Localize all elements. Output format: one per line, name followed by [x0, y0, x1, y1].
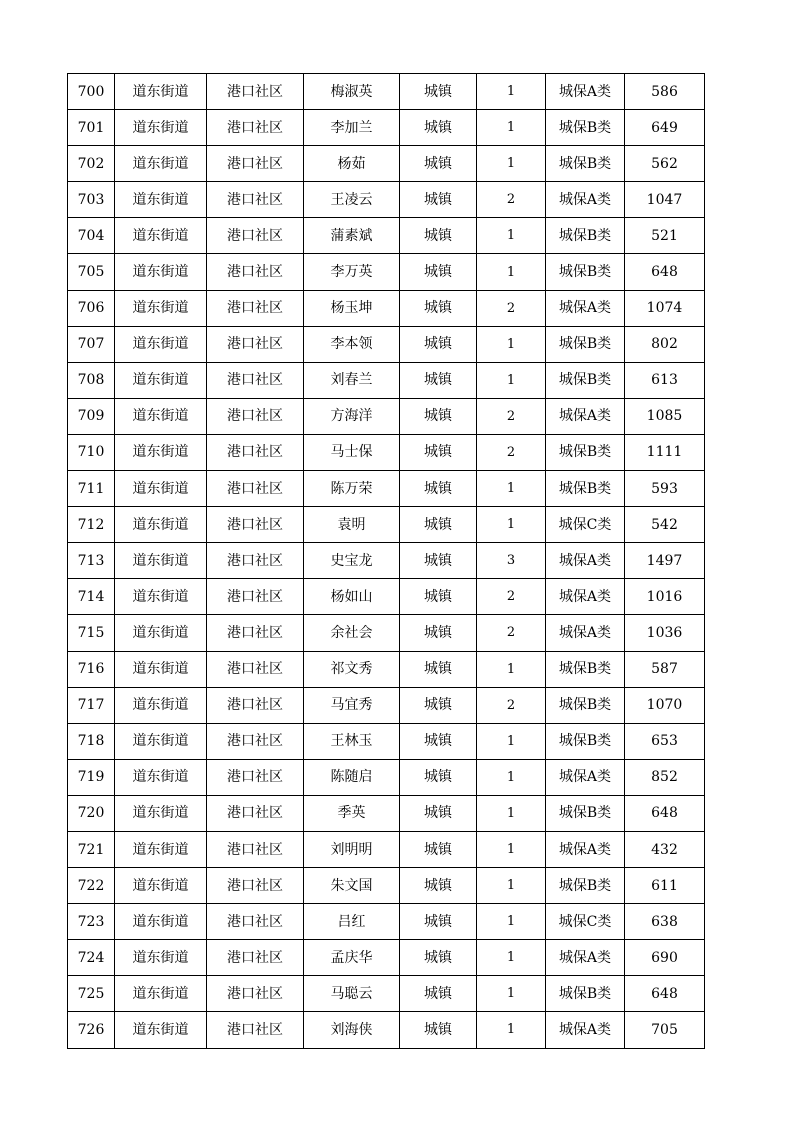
household-size-cell: 1 — [477, 759, 546, 795]
area-type-cell: 城镇 — [400, 182, 477, 218]
street-cell: 道东街道 — [115, 687, 207, 723]
table-row — [68, 182, 705, 218]
household-size-cell: 1 — [477, 904, 546, 940]
household-size-cell: 1 — [477, 831, 546, 867]
area-type-cell: 城镇 — [400, 110, 477, 146]
row-number-cell: 707 — [68, 326, 115, 362]
household-size-cell: 2 — [477, 615, 546, 651]
amount-cell: 653 — [625, 723, 705, 759]
amount-cell: 1074 — [625, 290, 705, 326]
community-cell: 港口社区 — [207, 218, 304, 254]
street-cell: 道东街道 — [115, 362, 207, 398]
street-cell: 道东街道 — [115, 110, 207, 146]
row-number-cell: 711 — [68, 471, 115, 507]
household-size-cell: 1 — [477, 218, 546, 254]
street-cell: 道东街道 — [115, 398, 207, 434]
name-cell: 李本领 — [304, 326, 400, 362]
table-row — [68, 218, 705, 254]
area-type-cell: 城镇 — [400, 218, 477, 254]
household-size-cell: 1 — [477, 940, 546, 976]
community-cell: 港口社区 — [207, 1012, 304, 1048]
amount-cell: 1036 — [625, 615, 705, 651]
row-number-cell: 700 — [68, 74, 115, 110]
table-row — [68, 759, 705, 795]
table-row — [68, 687, 705, 723]
name-cell: 孟庆华 — [304, 940, 400, 976]
table-row — [68, 146, 705, 182]
name-cell: 史宝龙 — [304, 543, 400, 579]
household-size-cell: 1 — [477, 651, 546, 687]
community-cell: 港口社区 — [207, 723, 304, 759]
table-row — [68, 651, 705, 687]
community-cell: 港口社区 — [207, 254, 304, 290]
community-cell: 港口社区 — [207, 795, 304, 831]
row-number-cell: 704 — [68, 218, 115, 254]
row-number-cell: 709 — [68, 398, 115, 434]
household-size-cell: 1 — [477, 254, 546, 290]
street-cell: 道东街道 — [115, 218, 207, 254]
table-row — [68, 471, 705, 507]
category-cell: 城保B类 — [546, 651, 625, 687]
table-row — [68, 579, 705, 615]
category-cell: 城保B类 — [546, 254, 625, 290]
category-cell: 城保B类 — [546, 687, 625, 723]
street-cell: 道东街道 — [115, 290, 207, 326]
category-cell: 城保B类 — [546, 110, 625, 146]
name-cell: 余社会 — [304, 615, 400, 651]
household-size-cell: 1 — [477, 110, 546, 146]
area-type-cell: 城镇 — [400, 687, 477, 723]
row-number-cell: 716 — [68, 651, 115, 687]
row-number-cell: 702 — [68, 146, 115, 182]
community-cell: 港口社区 — [207, 471, 304, 507]
row-number-cell: 705 — [68, 254, 115, 290]
row-number-cell: 713 — [68, 543, 115, 579]
name-cell: 梅淑英 — [304, 74, 400, 110]
household-size-cell: 1 — [477, 1012, 546, 1048]
community-cell: 港口社区 — [207, 759, 304, 795]
area-type-cell: 城镇 — [400, 795, 477, 831]
name-cell: 袁明 — [304, 507, 400, 543]
name-cell: 马士保 — [304, 434, 400, 470]
amount-cell: 1016 — [625, 579, 705, 615]
community-cell: 港口社区 — [207, 543, 304, 579]
row-number-cell: 722 — [68, 868, 115, 904]
street-cell: 道东街道 — [115, 434, 207, 470]
area-type-cell: 城镇 — [400, 976, 477, 1012]
community-cell: 港口社区 — [207, 362, 304, 398]
category-cell: 城保C类 — [546, 904, 625, 940]
area-type-cell: 城镇 — [400, 723, 477, 759]
table-row — [68, 290, 705, 326]
amount-cell: 648 — [625, 795, 705, 831]
row-number-cell: 712 — [68, 507, 115, 543]
community-cell: 港口社区 — [207, 290, 304, 326]
name-cell: 刘春兰 — [304, 362, 400, 398]
area-type-cell: 城镇 — [400, 579, 477, 615]
amount-cell: 648 — [625, 254, 705, 290]
table-row — [68, 976, 705, 1012]
street-cell: 道东街道 — [115, 326, 207, 362]
category-cell: 城保A类 — [546, 543, 625, 579]
name-cell: 季英 — [304, 795, 400, 831]
household-size-cell: 1 — [477, 471, 546, 507]
area-type-cell: 城镇 — [400, 326, 477, 362]
table-row — [68, 904, 705, 940]
amount-cell: 432 — [625, 831, 705, 867]
category-cell: 城保A类 — [546, 759, 625, 795]
table-row — [68, 940, 705, 976]
table-row — [68, 254, 705, 290]
amount-cell: 852 — [625, 759, 705, 795]
amount-cell: 1070 — [625, 687, 705, 723]
household-size-cell: 1 — [477, 795, 546, 831]
street-cell: 道东街道 — [115, 146, 207, 182]
table-row — [68, 868, 705, 904]
table-row — [68, 615, 705, 651]
household-size-cell: 3 — [477, 543, 546, 579]
amount-cell: 1111 — [625, 434, 705, 470]
amount-cell: 1497 — [625, 543, 705, 579]
table-row — [68, 795, 705, 831]
area-type-cell: 城镇 — [400, 74, 477, 110]
category-cell: 城保B类 — [546, 326, 625, 362]
table-row — [68, 398, 705, 434]
name-cell: 马聪云 — [304, 976, 400, 1012]
name-cell: 李加兰 — [304, 110, 400, 146]
household-size-cell: 1 — [477, 326, 546, 362]
community-cell: 港口社区 — [207, 146, 304, 182]
street-cell: 道东街道 — [115, 976, 207, 1012]
table-row — [68, 362, 705, 398]
household-size-cell: 2 — [477, 290, 546, 326]
name-cell: 刘海侠 — [304, 1012, 400, 1048]
community-cell: 港口社区 — [207, 434, 304, 470]
table-row — [68, 1012, 705, 1048]
area-type-cell: 城镇 — [400, 507, 477, 543]
community-cell: 港口社区 — [207, 507, 304, 543]
category-cell: 城保B类 — [546, 795, 625, 831]
amount-cell: 1085 — [625, 398, 705, 434]
row-number-cell: 725 — [68, 976, 115, 1012]
household-size-cell: 1 — [477, 723, 546, 759]
table-row — [68, 326, 705, 362]
category-cell: 城保A类 — [546, 74, 625, 110]
amount-cell: 802 — [625, 326, 705, 362]
name-cell: 陈万荣 — [304, 471, 400, 507]
amount-cell: 690 — [625, 940, 705, 976]
category-cell: 城保A类 — [546, 940, 625, 976]
community-cell: 港口社区 — [207, 868, 304, 904]
amount-cell: 638 — [625, 904, 705, 940]
name-cell: 祁文秀 — [304, 651, 400, 687]
amount-cell: 649 — [625, 110, 705, 146]
community-cell: 港口社区 — [207, 579, 304, 615]
category-cell: 城保A类 — [546, 182, 625, 218]
row-number-cell: 726 — [68, 1012, 115, 1048]
category-cell: 城保C类 — [546, 507, 625, 543]
street-cell: 道东街道 — [115, 831, 207, 867]
area-type-cell: 城镇 — [400, 1012, 477, 1048]
street-cell: 道东街道 — [115, 759, 207, 795]
household-size-cell: 2 — [477, 398, 546, 434]
name-cell: 吕红 — [304, 904, 400, 940]
area-type-cell: 城镇 — [400, 615, 477, 651]
category-cell: 城保B类 — [546, 434, 625, 470]
street-cell: 道东街道 — [115, 651, 207, 687]
community-cell: 港口社区 — [207, 182, 304, 218]
household-size-cell: 1 — [477, 74, 546, 110]
household-size-cell: 1 — [477, 507, 546, 543]
name-cell: 朱文国 — [304, 868, 400, 904]
category-cell: 城保B类 — [546, 976, 625, 1012]
area-type-cell: 城镇 — [400, 868, 477, 904]
row-number-cell: 710 — [68, 434, 115, 470]
table-row — [68, 74, 705, 110]
category-cell: 城保A类 — [546, 290, 625, 326]
household-size-cell: 2 — [477, 579, 546, 615]
area-type-cell: 城镇 — [400, 290, 477, 326]
table-row — [68, 543, 705, 579]
household-size-cell: 1 — [477, 362, 546, 398]
area-type-cell: 城镇 — [400, 543, 477, 579]
amount-cell: 611 — [625, 868, 705, 904]
amount-cell: 521 — [625, 218, 705, 254]
area-type-cell: 城镇 — [400, 651, 477, 687]
row-number-cell: 706 — [68, 290, 115, 326]
community-cell: 港口社区 — [207, 110, 304, 146]
row-number-cell: 724 — [68, 940, 115, 976]
data-table — [67, 73, 705, 1049]
street-cell: 道东街道 — [115, 471, 207, 507]
category-cell: 城保B类 — [546, 723, 625, 759]
amount-cell: 1047 — [625, 182, 705, 218]
amount-cell: 586 — [625, 74, 705, 110]
name-cell: 方海洋 — [304, 398, 400, 434]
category-cell: 城保B类 — [546, 362, 625, 398]
category-cell: 城保A类 — [546, 1012, 625, 1048]
area-type-cell: 城镇 — [400, 831, 477, 867]
row-number-cell: 703 — [68, 182, 115, 218]
community-cell: 港口社区 — [207, 940, 304, 976]
name-cell: 杨茹 — [304, 146, 400, 182]
name-cell: 李万英 — [304, 254, 400, 290]
household-size-cell: 2 — [477, 434, 546, 470]
category-cell: 城保B类 — [546, 868, 625, 904]
row-number-cell: 723 — [68, 904, 115, 940]
community-cell: 港口社区 — [207, 651, 304, 687]
amount-cell: 613 — [625, 362, 705, 398]
community-cell: 港口社区 — [207, 398, 304, 434]
street-cell: 道东街道 — [115, 904, 207, 940]
category-cell: 城保A类 — [546, 579, 625, 615]
street-cell: 道东街道 — [115, 254, 207, 290]
category-cell: 城保B类 — [546, 218, 625, 254]
row-number-cell: 714 — [68, 579, 115, 615]
name-cell: 蒲素斌 — [304, 218, 400, 254]
category-cell: 城保A类 — [546, 831, 625, 867]
community-cell: 港口社区 — [207, 326, 304, 362]
row-number-cell: 718 — [68, 723, 115, 759]
amount-cell: 648 — [625, 976, 705, 1012]
street-cell: 道东街道 — [115, 1012, 207, 1048]
area-type-cell: 城镇 — [400, 759, 477, 795]
name-cell: 陈随启 — [304, 759, 400, 795]
category-cell: 城保B类 — [546, 146, 625, 182]
community-cell: 港口社区 — [207, 615, 304, 651]
community-cell: 港口社区 — [207, 687, 304, 723]
name-cell: 王凌云 — [304, 182, 400, 218]
household-size-cell: 2 — [477, 687, 546, 723]
area-type-cell: 城镇 — [400, 146, 477, 182]
amount-cell: 587 — [625, 651, 705, 687]
row-number-cell: 717 — [68, 687, 115, 723]
amount-cell: 593 — [625, 471, 705, 507]
row-number-cell: 720 — [68, 795, 115, 831]
amount-cell: 542 — [625, 507, 705, 543]
community-cell: 港口社区 — [207, 831, 304, 867]
category-cell: 城保A类 — [546, 398, 625, 434]
community-cell: 港口社区 — [207, 976, 304, 1012]
name-cell: 王林玉 — [304, 723, 400, 759]
area-type-cell: 城镇 — [400, 434, 477, 470]
street-cell: 道东街道 — [115, 507, 207, 543]
table-row — [68, 507, 705, 543]
row-number-cell: 708 — [68, 362, 115, 398]
street-cell: 道东街道 — [115, 74, 207, 110]
street-cell: 道东街道 — [115, 615, 207, 651]
table-row — [68, 723, 705, 759]
household-size-cell: 1 — [477, 976, 546, 1012]
row-number-cell: 715 — [68, 615, 115, 651]
street-cell: 道东街道 — [115, 868, 207, 904]
area-type-cell: 城镇 — [400, 471, 477, 507]
street-cell: 道东街道 — [115, 723, 207, 759]
household-size-cell: 1 — [477, 146, 546, 182]
area-type-cell: 城镇 — [400, 362, 477, 398]
category-cell: 城保A类 — [546, 615, 625, 651]
name-cell: 杨如山 — [304, 579, 400, 615]
street-cell: 道东街道 — [115, 579, 207, 615]
street-cell: 道东街道 — [115, 543, 207, 579]
street-cell: 道东街道 — [115, 182, 207, 218]
area-type-cell: 城镇 — [400, 254, 477, 290]
area-type-cell: 城镇 — [400, 398, 477, 434]
street-cell: 道东街道 — [115, 940, 207, 976]
row-number-cell: 719 — [68, 759, 115, 795]
amount-cell: 705 — [625, 1012, 705, 1048]
amount-cell: 562 — [625, 146, 705, 182]
table-row — [68, 831, 705, 867]
row-number-cell: 701 — [68, 110, 115, 146]
table-row — [68, 110, 705, 146]
community-cell: 港口社区 — [207, 904, 304, 940]
household-size-cell: 1 — [477, 868, 546, 904]
name-cell: 杨玉坤 — [304, 290, 400, 326]
household-size-cell: 2 — [477, 182, 546, 218]
name-cell: 马宜秀 — [304, 687, 400, 723]
area-type-cell: 城镇 — [400, 940, 477, 976]
table-row — [68, 434, 705, 470]
name-cell: 刘明明 — [304, 831, 400, 867]
table-body — [68, 74, 705, 1049]
community-cell: 港口社区 — [207, 74, 304, 110]
street-cell: 道东街道 — [115, 795, 207, 831]
area-type-cell: 城镇 — [400, 904, 477, 940]
row-number-cell: 721 — [68, 831, 115, 867]
category-cell: 城保B类 — [546, 471, 625, 507]
